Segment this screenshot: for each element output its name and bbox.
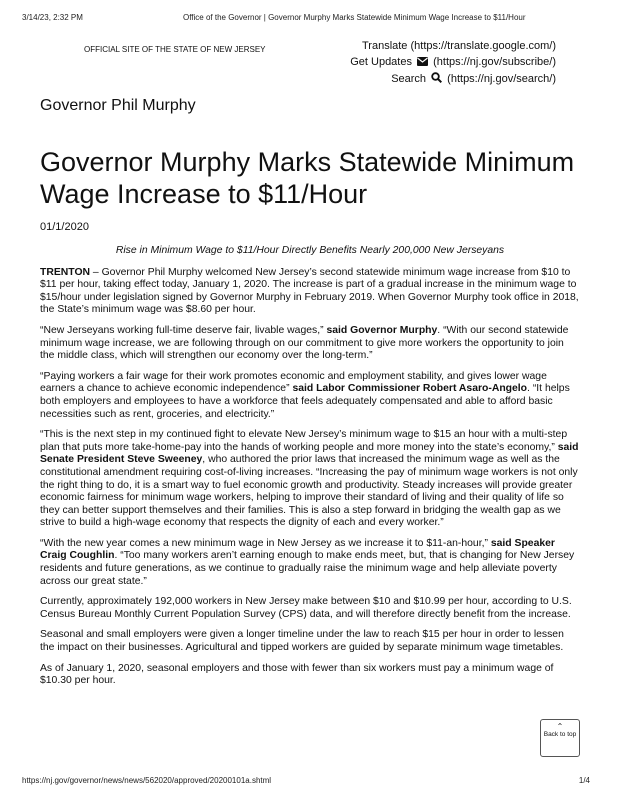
paragraph: Currently, approximately 192,000 workers in New Jersey make between $10 and $10.99 per hour, according to U.S. Census Bureau Monthly Current Population Survey (CPS) data, and will therefore directly benefit from the increase. <box>40 596 572 620</box>
get-updates-link[interactable] <box>350 54 556 71</box>
get-updates-label: Get Updates <box>350 56 412 68</box>
utility-links <box>350 38 556 88</box>
article-date: 01/1/2020 <box>40 221 89 233</box>
footer-url: https://nj.gov/governor/news/news/562020/approved/20200101a.shtml <box>22 776 272 785</box>
paragraph: Seasonal and small employers were given a longer timeline under the law to reach $15 per hour in order to lessen the impact on their businesses. Agricultural and tipped workers are guided by separate minimum wage timetables. <box>40 629 564 654</box>
speaker-attribution: said Senate President Steve Sweeney <box>40 441 579 466</box>
speaker-attribution: said Speaker Craig Coughlin <box>40 537 555 562</box>
quote-text: . “It helps both employers and employees to have a workforce that feels adequately compensated and able to afford basic necessities such as rent, groceries, and electricity.” <box>40 383 570 420</box>
translate-link[interactable]: Translate (https://translate.google.com/) <box>361 40 556 52</box>
quote-text: . “With our second statewide minimum wage increase, we are following through on our commitment to give more workers the opportunity to join the middle class, which will strengthen our economy over the long-term.” <box>40 324 569 362</box>
quote-text: “This is the next step in my continued fight to elevate New Jersey’s minimum wage to $15 an hour with a multi-step plan that puts more take-home-pay into the hands of working people and more money into the state’s economy,” <box>40 429 568 453</box>
paragraph <box>40 538 580 588</box>
quote-text: , who authored the prior laws that increased the minimum wage as well as the constitutional amendment requiring cost-of-living increases. “Increasing the pay of minimum wage workers is not only the right thing to do, it is a smart way to fuel economic growth and productivity. Steady increases will provide greater economic fairness for minimum wage workers, helping to improve their standard of living and their quality of life so they can better support themselves and their families. This is also a step forward in bridging the wealth gap as we strive to build a high-wage economy that respects the dignity of each and every worker.” <box>40 454 578 529</box>
chevron-up-icon: ⌃ <box>556 722 564 731</box>
quote-text: “New Jerseyans working full-time deserve fair, livable wages,” <box>40 324 327 336</box>
governor-name[interactable]: Governor Phil Murphy <box>40 97 196 114</box>
get-updates-url: (https://nj.gov/subscribe/) <box>433 56 556 68</box>
paragraph <box>40 371 580 421</box>
search-url: (https://nj.gov/search/) <box>447 73 556 85</box>
search-link[interactable] <box>350 71 556 88</box>
article-title: Governor Murphy Marks Statewide Minimum Wage Increase to $11/Hour <box>40 147 575 209</box>
speaker-attribution: said Labor Commissioner Robert Asaro-Angelo <box>292 383 528 395</box>
quote-text: . “Too many workers aren’t earning enough to make ends meet, but, that is changing for New Jersey residents and future generations, as we continue to gradually raise the minimum wage and help alleviate poverty across our great state.” <box>40 550 575 587</box>
search-icon <box>431 72 442 88</box>
dateline: TRENTON <box>40 266 91 278</box>
quote-text: “With the new year comes a new minimum wage in New Jersey as we increase it to $11-an-hour,” <box>40 537 491 549</box>
paragraph <box>40 429 580 530</box>
official-site-label: OFFICIAL SITE OF THE STATE OF NEW JERSEY <box>84 45 266 54</box>
speaker-attribution: said Governor Murphy <box>326 324 438 336</box>
print-datetime: 3/14/23, 2:32 PM <box>22 13 83 22</box>
print-page-title: Office of the Governor | Governor Murphy Marks Statewide Minimum Wage Increase to $11/Hour <box>183 13 526 22</box>
paragraph <box>40 267 580 317</box>
paragraph <box>40 325 580 363</box>
footer-page-number: 1/4 <box>578 776 590 785</box>
quote-text: “Paying workers a fair wage for their work promotes economic and employment stability, and gives lower wage earners a chance to achieve economic independence” <box>40 370 547 395</box>
paragraph: As of January 1, 2020, seasonal employers and those with fewer than six workers must pay a minimum wage of $10.30 per hour. <box>40 662 554 687</box>
back-to-top-button[interactable] <box>540 719 580 757</box>
article-body <box>40 245 580 696</box>
paragraph-text: – Governor Phil Murphy welcomed New Jersey’s second statewide minimum wage increase from $10 to $11 per hour, taking effect today, January 1, 2020. The increase is part of a gradual increase in the minimum wage to $15/hour under legislation signed by Governor Murphy in February 2019. When Governor Murphy took office in 2018, the State’s minimum wage was $8.60 per hour. <box>40 266 579 316</box>
back-to-top-label: Back to top <box>543 731 577 738</box>
article-subtitle: Rise in Minimum Wage to $11/Hour Directly Benefits Nearly 200,000 New Jerseyans <box>115 245 505 256</box>
envelope-icon <box>417 55 428 71</box>
search-label: Search <box>391 73 427 85</box>
